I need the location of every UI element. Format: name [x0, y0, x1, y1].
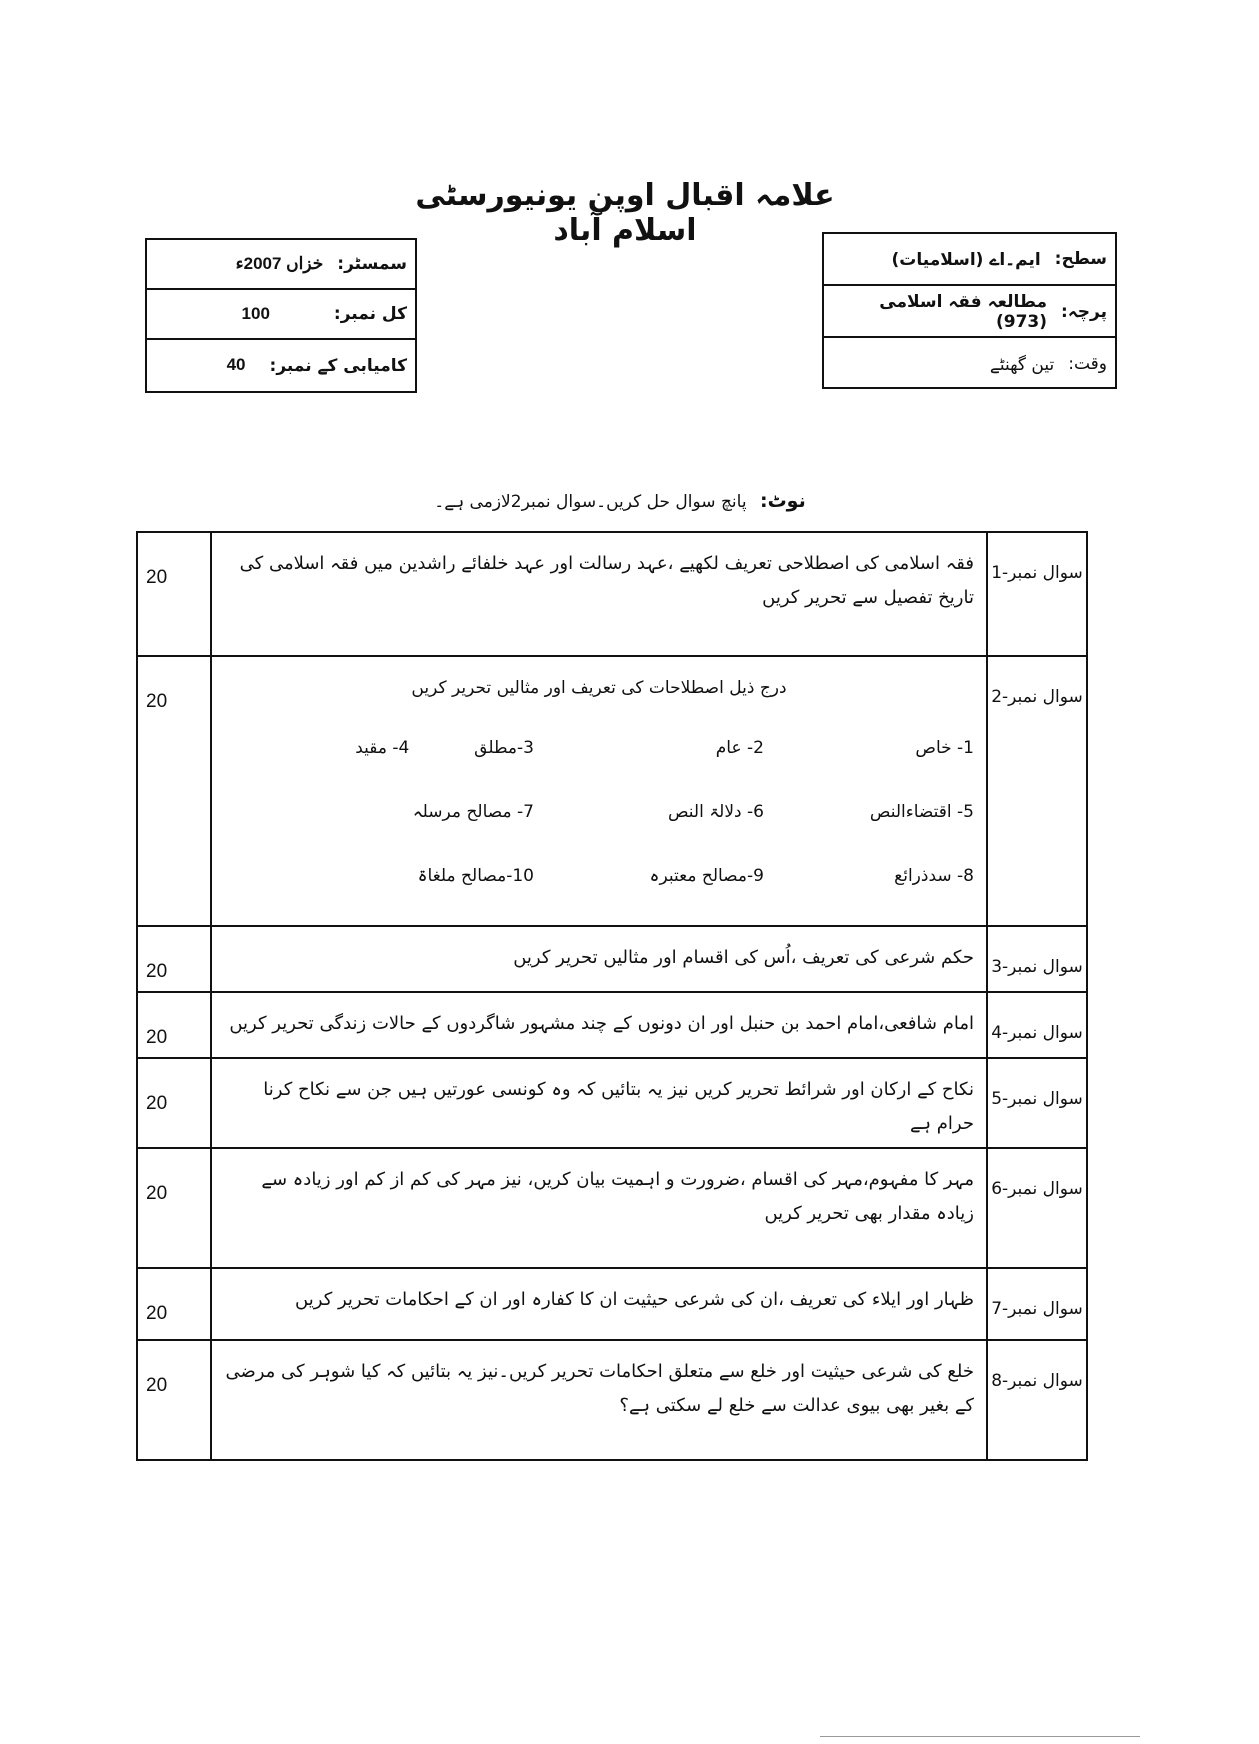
pass-marks-label: کامیابی کے نمبر:	[269, 355, 407, 376]
question-text: حکم شرعی کی تعریف ،اُس کی اقسام اور مثالیں تحریر کریں	[211, 926, 987, 992]
paper-value: مطالعہ فقہ اسلامی (973)	[879, 291, 1048, 332]
question-text: نکاح کے ارکان اور شرائط تحریر کریں نیز یہ بتائیں کہ وہ کونسی عورتیں ہیں جن سے نکاح کرنا حرام ہے	[211, 1058, 987, 1148]
term-item: 3-مطلق	[474, 738, 534, 758]
question-number: سوال نمبر-5	[987, 1058, 1087, 1148]
question-marks: 20	[137, 656, 211, 926]
term-item: 7- مصالح مرسلہ	[412, 802, 534, 822]
paper-row	[824, 286, 1115, 338]
time-value: تین گھنٹے	[989, 354, 1055, 375]
term-item: 6- دلالۃ النص	[667, 802, 764, 822]
term-item: 9-مصالح معتبرہ	[649, 866, 764, 886]
note-label: نوٹ:	[759, 490, 806, 512]
exam-info-box-right	[822, 232, 1117, 389]
question-row-7	[137, 1268, 1087, 1340]
term-item: 4- مقید	[355, 738, 410, 758]
question-marks: 20	[137, 1268, 211, 1340]
level-label: سطح:	[1054, 249, 1107, 269]
terms-list	[224, 731, 974, 903]
question-text-block	[211, 656, 987, 926]
questions-table	[136, 531, 1088, 1461]
instructions-note	[400, 490, 840, 512]
question-row-2	[137, 656, 1087, 926]
question-row-5	[137, 1058, 1087, 1148]
question-number: سوال نمبر-4	[987, 992, 1087, 1058]
semester-value: خزاں 2007ء	[235, 254, 324, 273]
pass-marks-value: 40	[226, 355, 246, 374]
question-number: سوال نمبر-7	[987, 1268, 1087, 1340]
university-title: علامہ اقبال اوپن یونیورسٹی اسلام آباد	[415, 178, 835, 248]
term-item: 8- سدذرائع	[894, 866, 974, 886]
terms-heading: درج ذیل اصطلاحات کی تعریف اور مثالیں تحریر کریں	[411, 678, 787, 698]
exam-info-box-left	[145, 238, 417, 393]
term-item: 10-مصالح ملغاۃ	[417, 866, 534, 886]
question-row-6	[137, 1148, 1087, 1268]
question-number: سوال نمبر-8	[987, 1340, 1087, 1460]
question-row-4	[137, 992, 1087, 1058]
question-row-1	[137, 532, 1087, 656]
question-text: ظہار اور ایلاء کی تعریف ،ان کی شرعی حیثیت ان کا کفارہ اور ان کے احکامات تحریر کریں	[211, 1268, 987, 1340]
question-text: امام شافعی،امام احمد بن حنبل اور ان دونوں کے چند مشہور شاگردوں کے حالات زندگی تحریر کریں	[211, 992, 987, 1058]
semester-label: سمسٹر:	[337, 254, 407, 274]
question-text: فقہ اسلامی کی اصطلاحی تعریف لکھیے ،عہد رسالت اور عہد خلفائے راشدین میں فقہ اسلامی کی تاریخ تفصیل سے تحریر کریں	[211, 532, 987, 656]
question-row-3	[137, 926, 1087, 992]
question-marks: 20	[137, 1148, 211, 1268]
note-text: پانچ سوال حل کریں۔سوال نمبر2لازمی ہے۔	[434, 492, 747, 512]
question-row-8	[137, 1340, 1087, 1460]
question-marks: 20	[137, 926, 211, 992]
time-row	[824, 338, 1115, 390]
total-marks-row	[147, 290, 415, 340]
question-marks: 20	[137, 992, 211, 1058]
semester-row	[147, 240, 415, 290]
question-number: سوال نمبر-6	[987, 1148, 1087, 1268]
time-label: وقت:	[1068, 354, 1107, 374]
term-item	[304, 731, 534, 765]
question-text: مہر کا مفہوم،مہر کی اقسام ،ضرورت و اہمیت بیان کریں، نیز مہر کی کم از کم اور زیادہ سے زیادہ مقدار بھی تحریر کریں	[211, 1148, 987, 1268]
question-number: سوال نمبر-2	[987, 656, 1087, 926]
term-item: 5- اقتضاءالنص	[869, 802, 974, 822]
level-row	[824, 234, 1115, 286]
question-marks: 20	[137, 1058, 211, 1148]
paper-label: پرچہ:	[1061, 301, 1107, 322]
term-item: 2- عام	[715, 738, 764, 758]
term-item: 1- خاص	[915, 738, 974, 758]
question-number: سوال نمبر-1	[987, 532, 1087, 656]
footer-divider	[820, 1736, 1140, 1737]
question-text: خلع کی شرعی حیثیت اور خلع سے متعلق احکامات تحریر کریں۔نیز یہ بتائیں کہ کیا شوہر کی مرضی کے بغیر بھی بیوی عدالت سے خلع لے سکتی ہے؟	[211, 1340, 987, 1460]
level-value: ایم۔اے (اسلامیات)	[891, 249, 1041, 270]
question-marks: 20	[137, 532, 211, 656]
question-number: سوال نمبر-3	[987, 926, 1087, 992]
total-marks-label: کل نمبر:	[333, 304, 407, 324]
total-marks-value: 100	[241, 304, 270, 323]
pass-marks-row	[147, 340, 415, 390]
question-marks: 20	[137, 1340, 211, 1460]
